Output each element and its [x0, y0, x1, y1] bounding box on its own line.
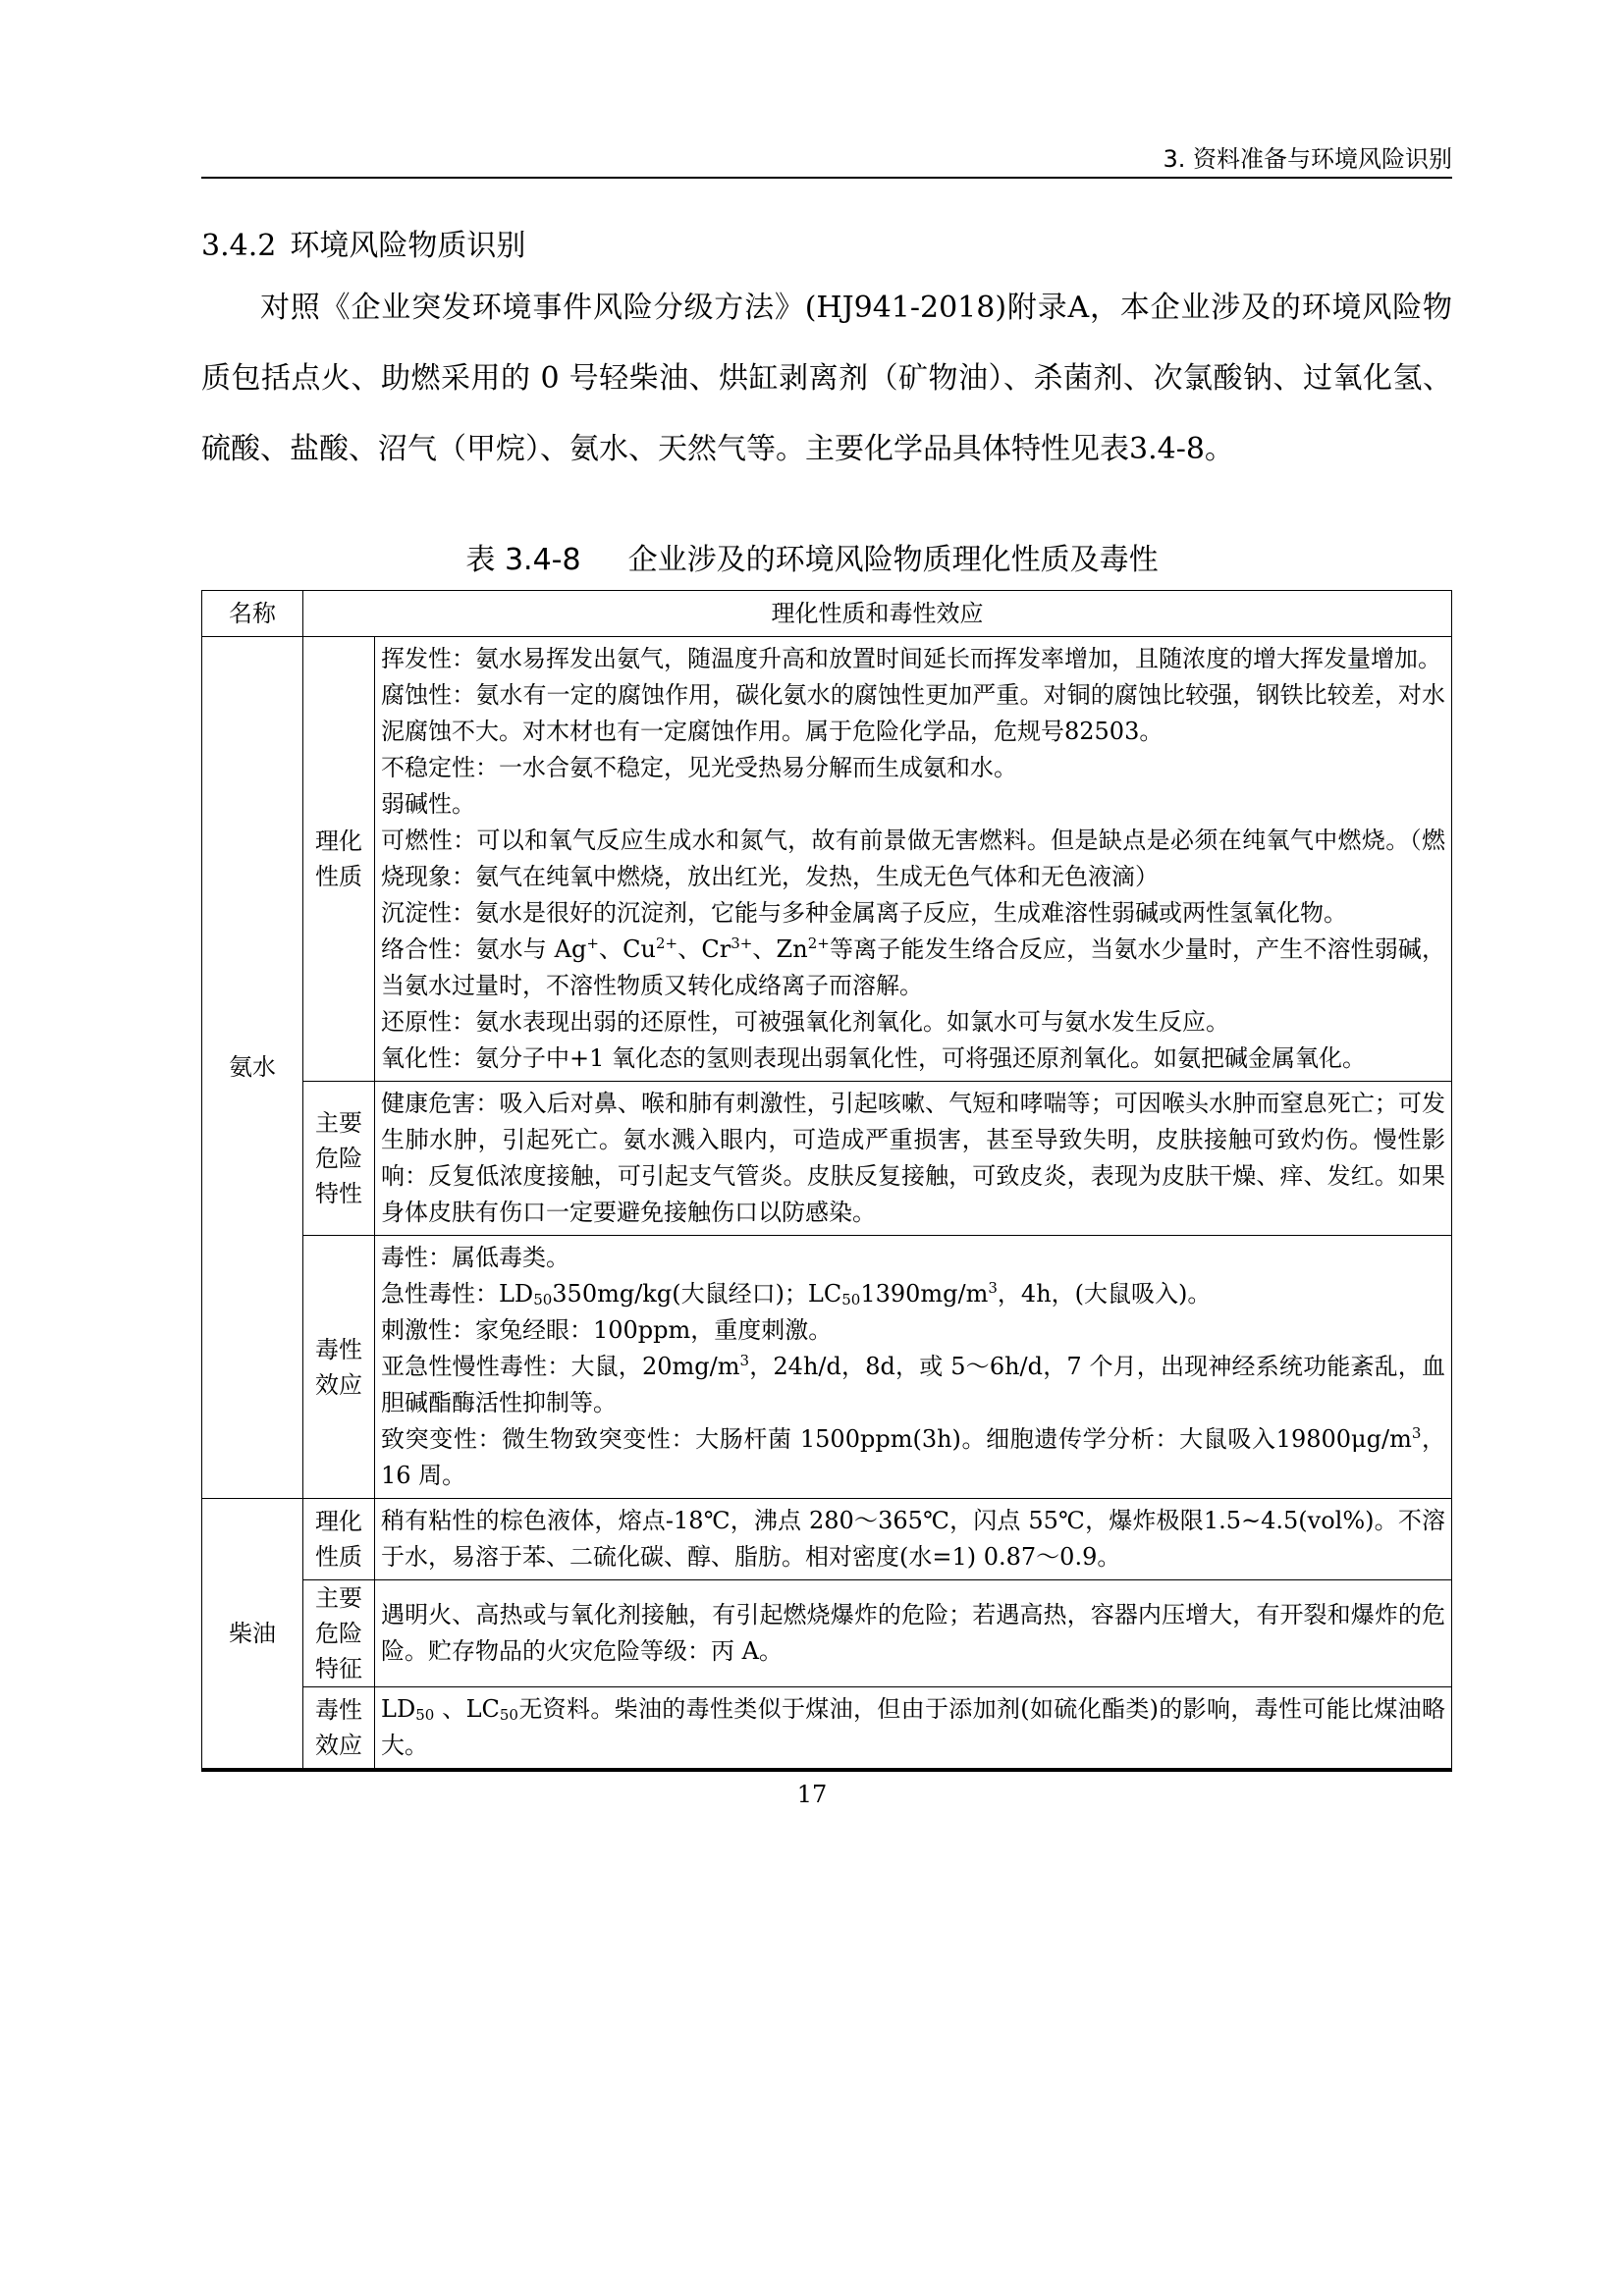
text-run: 无资料。柴油的毒性类似于煤油，但由于添加剂(如硫化酯类)的影响，毒性可能比煤油略大。	[381, 1695, 1445, 1759]
ammonia-toxicity-cell	[375, 1236, 1452, 1499]
table-row	[202, 1236, 1452, 1499]
text-line	[381, 1421, 1445, 1494]
category-physchem: 理化性质	[303, 1499, 375, 1580]
category-hazard: 主要危险特性	[303, 1082, 375, 1236]
table-row	[202, 1499, 1452, 1580]
text-line	[381, 1276, 1445, 1312]
category-physchem: 理化性质	[303, 637, 375, 1082]
substance-properties-table	[201, 590, 1452, 1769]
table-row	[202, 637, 1452, 1082]
text-line	[381, 932, 1445, 1004]
table-caption-title: 企业涉及的环境风险物质理化性质及毒性	[627, 543, 1159, 577]
text-run: 350mg/kg(大鼠经口)；LC	[552, 1280, 842, 1308]
text-run: 等离子能发生络合反应，当氨水少量时，产生不溶性弱碱，当氨水过量时，不溶性物质又转化成络离子而溶解。	[381, 935, 1446, 999]
diesel-physchem-cell: 稍有粘性的棕色液体，熔点-18℃，沸点 280～365℃，闪点 55℃，爆炸极限1.5~4.5(vol%)。不溶于水，易溶于苯、二硫化碳、醇、脂肪。相对密度(水=1) 0.87～0.9。	[375, 1499, 1452, 1580]
category-toxicity: 毒性效应	[303, 1236, 375, 1499]
table-caption	[0, 535, 1624, 578]
page-number: 17	[796, 1781, 828, 1808]
text-line: 不稳定性：一水合氨不稳定，见光受热易分解而生成氨和水。	[381, 754, 1017, 781]
superscript: +	[586, 934, 599, 952]
superscript: 3	[988, 1279, 998, 1297]
superscript: 3	[1411, 1424, 1422, 1442]
text-line: 弱碱性。	[381, 790, 475, 818]
text-line	[381, 1349, 1445, 1421]
section-number: 3.4.2	[201, 229, 277, 263]
body-paragraph: 对照《企业突发环境事件风险分级方法》(HJ941-2018)附录A，本企业涉及的环境风险物质包括点火、助燃采用的 0 号轻柴油、烘缸剥离剂（矿物油）、杀菌剂、次氯酸钠、过氧化氢、硫酸、盐酸、沼气（甲烷）、氨水、天然气等。主要化学品具体特性见表3.4-8。	[201, 291, 1452, 466]
table-row	[202, 1580, 1452, 1687]
table-header-row	[202, 591, 1452, 637]
text-run: 致突变性：微生物致突变性：大肠杆菌 1500ppm(3h)。细胞遗传学分析：大鼠吸入19800μg/m	[381, 1425, 1412, 1453]
superscript: 3	[739, 1352, 750, 1369]
text-run: 、Zn	[752, 935, 808, 963]
substance-name-diesel: 柴油	[202, 1499, 303, 1769]
subscript: 50	[415, 1706, 435, 1724]
text-line: 沉淀性：氨水是很好的沉淀剂，它能与多种金属离子反应，生成难溶性弱碱或两性氢氧化物。	[381, 899, 1347, 927]
text-run: 亚急性慢性毒性：大鼠，20mg/m	[381, 1353, 740, 1380]
text-run: 络合性：氨水与 Ag	[381, 935, 587, 963]
table-row	[202, 1082, 1452, 1236]
text-run: ，4h，(大鼠吸入)。	[997, 1280, 1212, 1308]
text-run: 1390mg/m	[860, 1280, 989, 1308]
subscript: 50	[499, 1706, 518, 1724]
text-line: 还原性：氨水表现出弱的还原性，可被强氧化剂氧化。如氯水可与氨水发生反应。	[381, 1008, 1229, 1036]
text-run: LD	[381, 1695, 416, 1723]
superscript: 3+	[731, 934, 753, 952]
header-name: 名称	[202, 591, 303, 637]
section-title: 环境风险物质识别	[290, 229, 526, 263]
category-toxicity: 毒性效应	[303, 1687, 375, 1769]
section-heading	[201, 221, 525, 264]
subscript: 50	[533, 1291, 553, 1308]
text-run: ，16 周。	[381, 1425, 1446, 1489]
diesel-toxicity-cell	[375, 1687, 1452, 1769]
subscript: 50	[841, 1291, 861, 1308]
text-run: 、Cu	[598, 935, 656, 963]
ammonia-physchem-cell	[375, 637, 1452, 1082]
text-line: 毒性：属低毒类。	[381, 1244, 569, 1271]
text-line: 刺激性：家兔经眼：100ppm，重度刺激。	[381, 1316, 833, 1344]
diesel-hazard-cell: 遇明火、高热或与氧化剂接触，有引起燃烧爆炸的危险；若遇高热，容器内压增大，有开裂和爆炸的危险。贮存物品的火灾危险等级：丙 A。	[375, 1580, 1452, 1687]
text-run: 急性毒性：LD	[381, 1280, 534, 1308]
text-line: 挥发性：氨水易挥发出氨气，随温度升高和放置时间延长而挥发率增加，且随浓度的增大挥发量增加。	[381, 645, 1441, 672]
text-line: 腐蚀性：氨水有一定的腐蚀作用，碳化氨水的腐蚀性更加严重。对铜的腐蚀比较强，钢铁比较差，对水泥腐蚀不大。对木材也有一定腐蚀作用。属于危险化学品，危规号82503。	[381, 681, 1445, 745]
table-row	[202, 1687, 1452, 1769]
text-line: 可燃性：可以和氧气反应生成水和氮气，故有前景做无害燃料。但是缺点是必须在纯氧气中燃烧。（燃烧现象：氨气在纯氧中燃烧，放出红光，发热，生成无色气体和无色液滴）	[381, 827, 1445, 890]
text-run: 、LC	[434, 1695, 500, 1723]
text-line: 氧化性：氨分子中+1 氧化态的氢则表现出弱氧化性，可将强还原剂氧化。如氨把碱金属氧化。	[381, 1044, 1367, 1072]
text-run: 、Cr	[677, 935, 731, 963]
ammonia-hazard-cell: 健康危害：吸入后对鼻、喉和肺有刺激性，引起咳嗽、气短和哮喘等；可因喉头水肿而窒息死亡；可发生肺水肿，引起死亡。氨水溅入眼内，可造成严重损害，甚至导致失明，皮肤接触可致灼伤。慢性影响：反复低浓度接触，可引起支气管炎。皮肤反复接触，可致皮炎，表现为皮肤干燥、痒、发红。如果身体皮肤有伤口一定要避免接触伤口以防感染。	[375, 1082, 1452, 1236]
table-caption-number: 表 3.4-8	[465, 543, 581, 577]
substance-name-ammonia: 氨水	[202, 637, 303, 1499]
category-hazard: 主要危险特征	[303, 1580, 375, 1687]
superscript: 2+	[655, 934, 678, 952]
header-rule	[201, 177, 1452, 179]
header-properties: 理化性质和毒性效应	[303, 591, 1452, 637]
running-header: 3. 资料准备与环境风险识别	[1163, 145, 1452, 173]
table-bottom-rule	[201, 1769, 1452, 1772]
superscript: 2+	[807, 934, 830, 952]
text-run: ，24h/d，8d，或 5～6h/d，7 个月，出现神经系统功能紊乱，血胆碱酯酶活性抑制等。	[381, 1353, 1445, 1416]
